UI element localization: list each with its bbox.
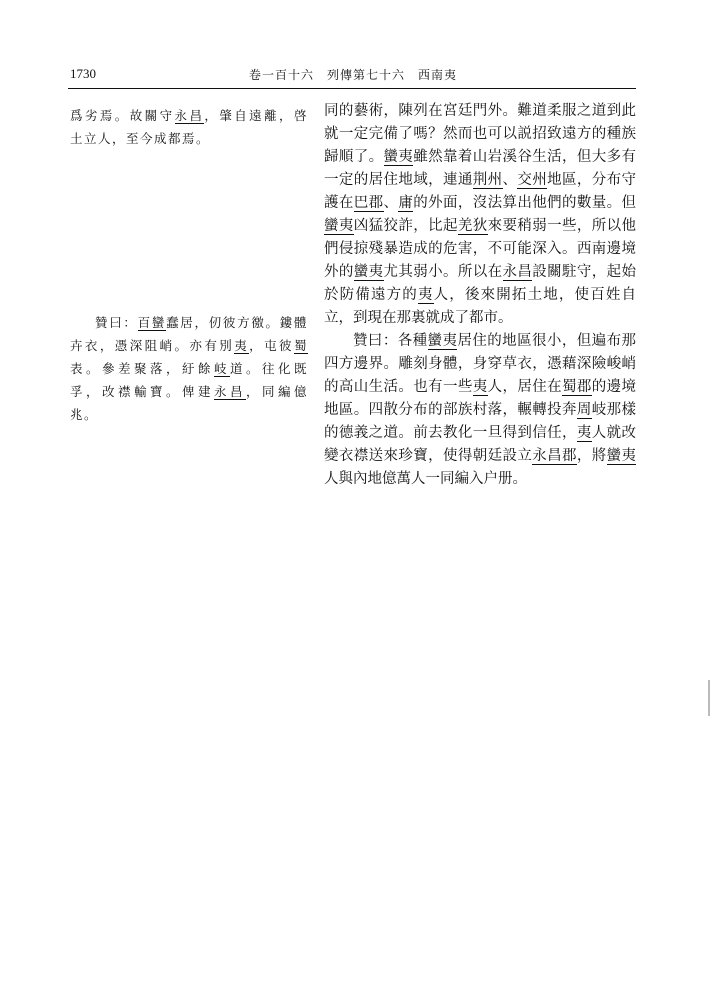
text-run: 地區，分布守護在: [324, 172, 636, 211]
proper-noun-underlined: 蠻夷: [324, 218, 354, 234]
proper-noun-underlined: 蠻夷: [427, 333, 458, 349]
text-run: 人就改變衣襟送來珍寶，使得朝廷設立: [324, 425, 636, 464]
proper-noun-underlined: 周: [576, 402, 592, 418]
proper-noun-underlined: 永昌郡: [532, 448, 577, 464]
text-run: 雖然靠着山岩溪谷生活，但大多有一定的居住地域，連通: [324, 149, 636, 188]
text-run: ，同編億兆。: [70, 384, 308, 422]
proper-noun-underlined: 永昌: [174, 108, 205, 123]
text-run: 同的藝術，陳列在宮廷門外。難道柔服之道到此就一定完備了嗎？然而也可以説招致遠方的種族歸順了。: [324, 103, 636, 165]
text-run: 爲劣焉。故關守: [70, 108, 175, 123]
left-column-paragraph-2: [70, 311, 308, 426]
proper-noun-underlined: 夷: [234, 338, 250, 353]
text-run: 、: [502, 172, 518, 188]
text-run: 人，後來開拓土地，使百姓自立，到現在那裏就成了都市。: [324, 287, 637, 326]
proper-noun-underlined: 荆州: [472, 172, 503, 188]
text-run: 岐那樣的德義之道。前去教化一旦得到信任，: [324, 402, 636, 441]
proper-noun-underlined: 巴郡: [353, 195, 384, 211]
proper-noun-underlined: 蠻夷: [353, 264, 384, 280]
text-run: 尤其弱小。所以在: [383, 264, 503, 280]
page-number: 1730: [70, 66, 96, 81]
right-column: [324, 100, 636, 491]
right-para-2: [324, 330, 636, 491]
text-run: 贊曰：: [95, 315, 138, 330]
text-run: ，將: [576, 448, 607, 464]
proper-noun-underlined: 百蠻: [137, 315, 167, 330]
proper-noun-underlined: 蜀: [293, 338, 308, 353]
text-run: 蠢居，仞彼方徼。鏤體卉衣，憑深阻峭。亦有別: [70, 315, 308, 353]
left-para-1: [70, 104, 308, 150]
text-run: 凶猛狡詐，比起: [353, 218, 458, 234]
proper-noun-underlined: 羌狄: [457, 218, 488, 234]
proper-noun-underlined: 夷: [472, 379, 488, 395]
left-column-paragraph-1: [70, 104, 308, 150]
proper-noun-underlined: 永昌: [502, 264, 533, 280]
proper-noun-underlined: 夷: [576, 425, 592, 441]
text-run: 的外面，沒法算出他們的數量。但: [413, 195, 636, 211]
text-run: 居住的地區很小，但遍布那四方邊界。雕刻身體，身穿草衣，憑藉深險峻峭的高山生活。也有一些: [324, 333, 637, 395]
text-run: 、: [383, 195, 399, 211]
text-run: ，肇自遠離，啓土立人，至今成都焉。: [70, 108, 308, 146]
proper-noun-underlined: 夷: [417, 287, 434, 303]
proper-noun-underlined: 蠻夷: [606, 448, 636, 464]
proper-noun-underlined: 蜀郡: [562, 379, 592, 395]
scan-edge-mark: [708, 680, 710, 716]
text-run: 的邊境地區。四散分布的部族村落，輾轉投奔: [324, 379, 636, 418]
proper-noun-underlined: 蠻夷: [383, 149, 414, 165]
running-header: 卷一百十六 列傳第七十六 西南夷: [249, 68, 458, 82]
proper-noun-underlined: 庸: [398, 195, 414, 211]
left-para-2: [70, 311, 308, 426]
text-run: 人與內地億萬人一同編入户册。: [324, 471, 527, 487]
text-run: 來要稍弱一些，所以他們侵掠殘暴造成的危害，不可能深入。西南邊境外的: [324, 218, 636, 280]
right-para-1: [324, 100, 636, 330]
proper-noun-underlined: 岐: [213, 361, 230, 376]
text-run: 贊曰：各種: [353, 333, 428, 349]
text-run: 道。往化既孚，改襟輸寶。俾建: [70, 361, 308, 399]
proper-noun-underlined: 永昌: [213, 384, 246, 399]
text-run: 表。參差聚落，紆餘: [70, 361, 214, 376]
proper-noun-underlined: 交州: [517, 172, 548, 188]
text-run: 設關駐守，起始於防備遠方的: [324, 264, 636, 303]
text-run: 人，居住在: [487, 379, 562, 395]
header-rule: [68, 88, 636, 89]
text-run: ，屯彼: [249, 338, 294, 353]
